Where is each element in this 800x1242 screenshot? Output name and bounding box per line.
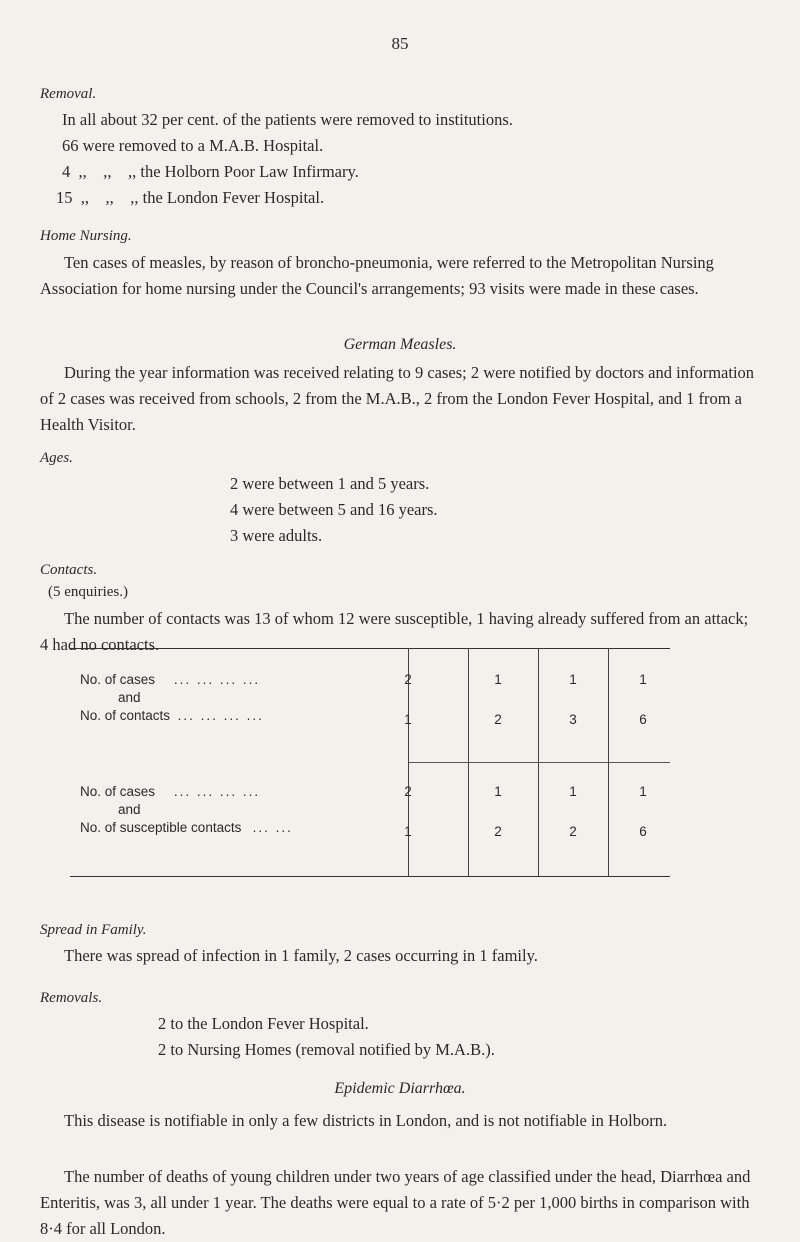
table-row-label: No. of cases ... ... ... ...: [80, 784, 261, 799]
table-row-divider: [408, 762, 670, 763]
spread-heading: Spread in Family.: [40, 922, 147, 938]
table-cell: 3: [569, 712, 577, 727]
table-cell: 2: [494, 712, 502, 727]
ages-line-1: 2 were between 1 and 5 years.: [230, 474, 430, 493]
removal-line-3: 15 ,, ,, ,, the London Fever Hospital.: [56, 188, 325, 207]
ages-line-2: 4 were between 5 and 16 years.: [230, 500, 438, 519]
diarrhoea-text-1: This disease is notifiable in only a few districts in London, and is not notifiable in Holborn.: [64, 1111, 668, 1130]
removals-line-2: 2 to Nursing Homes (removal notified by M.A.B.).: [158, 1040, 495, 1059]
diarrhoea-text-2: The number of deaths of young children under two years of age classified under the head, Diarrhœa and Enteritis, was 3, all under 1 year. The deaths were equal to a rate of 5·2 per 1,000 births in comparison with 8·4 for all London.: [40, 1167, 751, 1238]
contacts-heading: Contacts.: [40, 562, 98, 578]
table-cell: 2: [494, 824, 502, 839]
table-cell: 1: [569, 784, 577, 799]
removal-intro: In all about 32 per cent. of the patients were removed to institutions.: [62, 110, 513, 129]
removals-line-1: 2 to the London Fever Hospital.: [158, 1014, 369, 1033]
diarrhoea-title: Epidemic Diarrhœa.: [334, 1080, 466, 1097]
page-number: 85: [391, 34, 409, 53]
german-measles-text: During the year information was received relating to 9 cases; 2 were notified by doctors and information of 2 cases was received from schools, 2 from the M.A.B., 2 from the London Fever Hospital, and 1 from a Health Visitor.: [40, 363, 755, 434]
table-cell: 2: [569, 824, 577, 839]
removal-line-2: 4 ,, ,, ,, the Holborn Poor Law Infirmary.: [62, 162, 359, 181]
table-top-rule: [70, 648, 670, 649]
table-row-label: No. of contacts ... ... ... ...: [80, 708, 264, 723]
ages-heading: Ages.: [40, 450, 73, 466]
contacts-note: (5 enquiries.): [48, 584, 128, 600]
table-row-label: No. of cases ... ... ... ...: [80, 672, 261, 687]
spread-text: There was spread of infection in 1 family, 2 cases occurring in 1 family.: [64, 946, 538, 965]
table-cell: 1: [494, 784, 502, 799]
table-row-label: No. of susceptible contacts ... ...: [80, 820, 293, 835]
table-cell: 1: [569, 672, 577, 687]
table-cell: 1: [639, 784, 647, 799]
table-bottom-rule: [70, 876, 670, 877]
table-cell: 1: [404, 712, 412, 727]
table-cell: 2: [404, 784, 412, 799]
home-nursing-heading: Home Nursing.: [40, 228, 132, 244]
table-cell: 6: [639, 712, 647, 727]
home-nursing-text: Ten cases of measles, by reason of broncho-pneumonia, were referred to the Metropolitan Nursing Association for home nursing under the Council's arrangements; 93 visits were made in these cases.: [40, 253, 714, 298]
ages-line-3: 3 were adults.: [230, 526, 323, 545]
removal-heading: Removal.: [40, 86, 97, 102]
table-cell: 2: [404, 672, 412, 687]
table-cell: 1: [494, 672, 502, 687]
contacts-text: The number of contacts was 13 of whom 12 were susceptible, 1 having already suffered from an attack; 4 had no contacts.: [40, 609, 749, 654]
table-cell: 1: [404, 824, 412, 839]
table-row-label: and: [118, 690, 141, 705]
removal-line-1: 66 were removed to a M.A.B. Hospital.: [62, 136, 324, 155]
table-row-label: and: [118, 802, 141, 817]
table-cell: 6: [639, 824, 647, 839]
contacts-table: [70, 648, 670, 878]
german-measles-title: German Measles.: [343, 336, 457, 353]
removals-heading: Removals.: [40, 990, 103, 1006]
table-cell: 1: [639, 672, 647, 687]
